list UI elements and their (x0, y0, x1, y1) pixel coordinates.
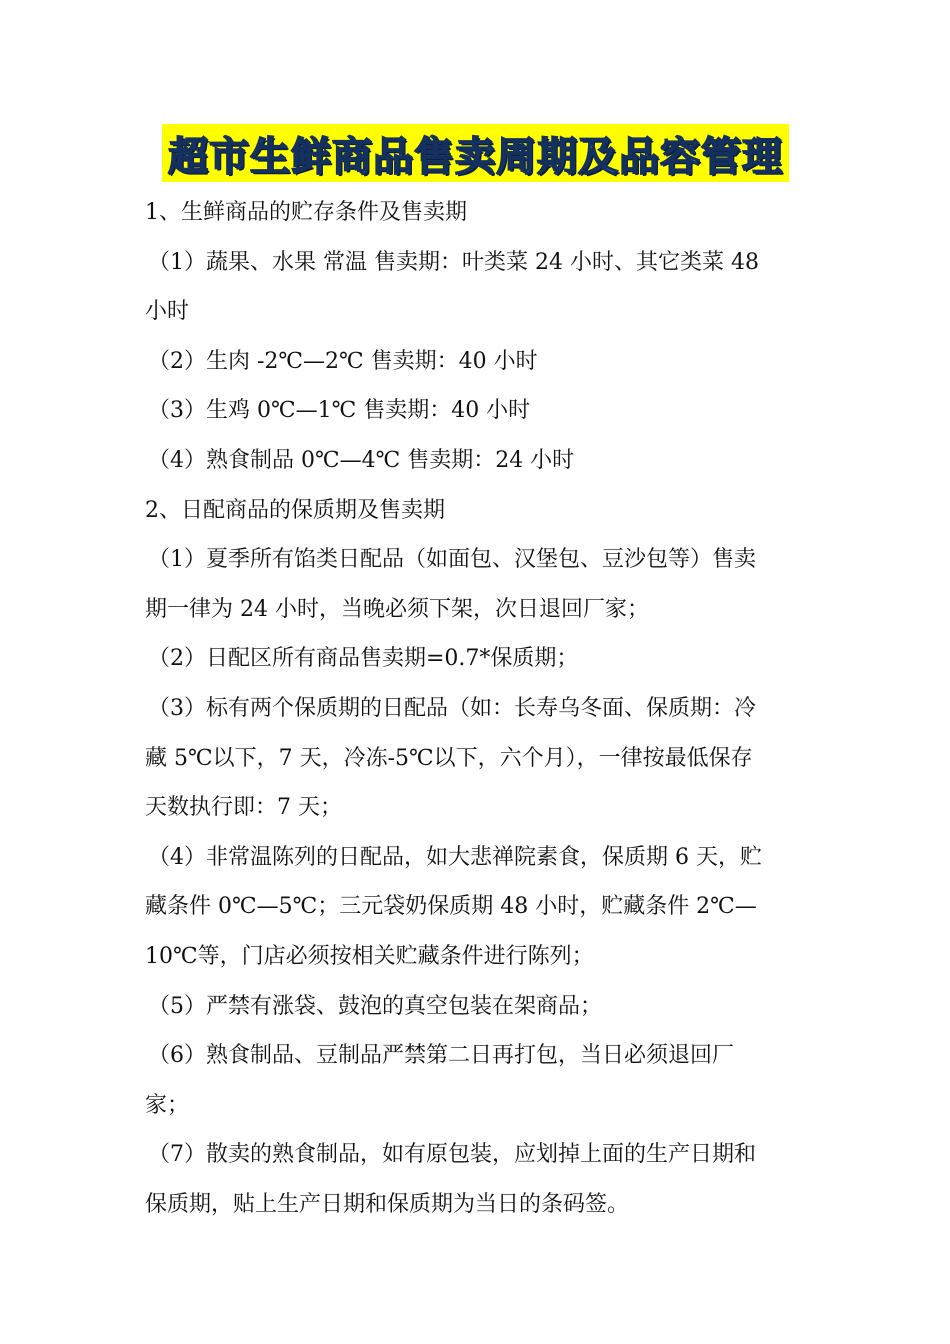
paragraph-line: （2）日配区所有商品售卖期=0.7*保质期； (148, 646, 579, 672)
paragraph-line: （3）生鸡 0℃—1℃ 售卖期：40 小时 (148, 398, 531, 424)
paragraph-line: （1）夏季所有馅类日配品（如面包、汉堡包、豆沙包等）售卖 (148, 547, 756, 573)
paragraph-line: （1）蔬果、水果 常温 售卖期：叶类菜 24 小时、其它类菜 48 (148, 249, 759, 275)
paragraph-line: （3）标有两个保质期的日配品（如：长寿乌冬面、保质期：冷 (148, 695, 756, 721)
section-heading-2: 2、日配商品的保质期及售卖期 (145, 497, 445, 523)
paragraph-line: 小时 (145, 299, 190, 325)
paragraph-line: 藏条件 0℃—5℃；三元袋奶保质期 48 小时，贮藏条件 2℃— (145, 894, 757, 920)
paragraph-line: 期一律为 24 小时，当晚必须下架，次日退回厂家； (145, 596, 649, 622)
title-banner (162, 124, 789, 182)
paragraph-line: （2）生肉 -2℃—2℃ 售卖期：40 小时 (148, 348, 538, 374)
paragraph-line: 藏 5℃以下，7 天，冷冻-5℃以下，六个月），一律按最低保存 (145, 745, 753, 771)
paragraph-line: 保质期，贴上生产日期和保质期为当日的条码签。 (145, 1191, 630, 1217)
page-title: 超市生鲜商品售卖周期及品容管理 (168, 133, 783, 180)
document-body (145, 188, 810, 1229)
section-heading-1: 1、生鲜商品的贮存条件及售卖期 (145, 200, 467, 225)
paragraph-line: 家； (145, 1092, 190, 1118)
paragraph-line: （7）散卖的熟食制品，如有原包装，应划掉上面的生产日期和 (148, 1142, 756, 1168)
paragraph-line: 10℃等，门店必须按相关贮藏条件进行陈列； (145, 943, 594, 969)
paragraph-line: （5）严禁有涨袋、鼓泡的真空包装在架商品； (148, 993, 602, 1019)
paragraph-line: （4）熟食制品 0℃—4℃ 售卖期：24 小时 (148, 447, 575, 473)
paragraph-line: （6）熟食制品、豆制品严禁第二日再打包，当日必须退回厂 (148, 1043, 734, 1069)
paragraph-line: 天数执行即：7 天； (145, 795, 342, 821)
paragraph-line: （4）非常温陈列的日配品，如大悲禅院素食，保质期 6 天，贮 (148, 844, 762, 870)
